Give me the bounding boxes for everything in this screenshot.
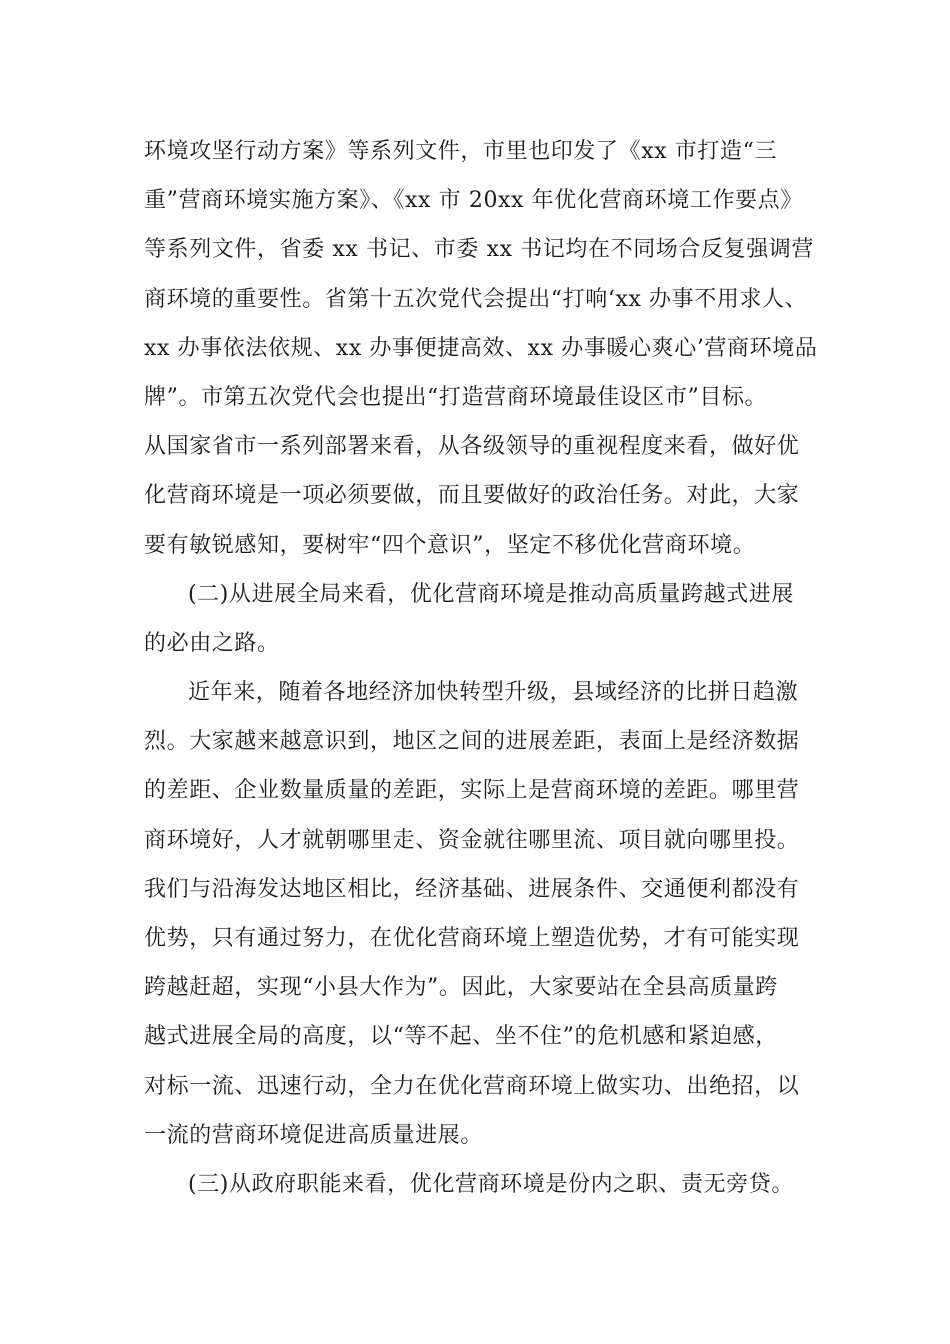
text-line: 商环境好，人才就朝哪里走、资金就往哪里流、项目就向哪里投。 [144,827,800,853]
text-line: 等系列文件，省委 xx 书记、市委 xx 书记均在不同场合反复强调营 [144,237,815,263]
text-line: 跨越赶超，实现“小县大作为”。因此，大家要站在全县高质量跨 [144,975,778,1001]
document-body [144,127,824,1209]
text-line: 商环境的重要性。省第十五次党代会提出“打响‘xx 办事不用求人、 [144,286,808,312]
text-line: 一流的营商环境促进高质量进展。 [144,1122,484,1148]
text-line: 环境攻坚行动方案》等系列文件，市里也印发了《xx 市打造“三 [144,139,778,164]
text-line: 的必由之路。 [144,630,280,656]
text-line: 重”营商环境实施方案》、《xx 市 20xx 年优化营商环境工作要点》 [144,188,803,214]
text-line: 越式进展全局的高度，以“等不起、坐不住”的危机感和紧迫感， [144,1024,778,1050]
text-line: 要有敏锐感知，要树牢“四个意识”，坚定不移优化营商环境。 [144,532,756,558]
text-line: (三)从政府职能来看，优化营商环境是份内之职、责无旁贷。 [188,1171,794,1197]
text-line: 我们与沿海发达地区相比，经济基础、进展条件、交通便利都没有 [144,876,800,902]
text-line: 近年来，随着各地经济加快转型升级，县域经济的比拼日趋激 [188,680,799,706]
text-line: 烈。大家越来越意识到，地区之间的进展差距，表面上是经济数据 [144,729,800,755]
text-line: 的差距、企业数量质量的差距，实际上是营商环境的差距。哪里营 [144,778,800,804]
text-line: (二)从进展全局来看，优化营商环境是推动高质量跨越式进展 [188,581,794,607]
text-line: 从国家省市一系列部署来看，从各级领导的重视程度来看，做好优 [144,434,800,460]
text-line: 牌”。市第五次党代会也提出“打造营商环境最佳设区市”目标。 [144,384,768,410]
text-line: xx 办事依法依规、xx 办事便捷高效、xx 办事暖心爽心’营商环境品 [144,335,818,361]
text-line: 化营商环境是一项必须要做，而且要做好的政治任务。对此，大家 [144,483,800,509]
text-line: 优势，只有通过努力，在优化营商环境上塑造优势，才有可能实现 [144,926,800,951]
text-line: 对标一流、迅速行动，全力在优化营商环境上做实功、出绝招，以 [144,1073,800,1099]
